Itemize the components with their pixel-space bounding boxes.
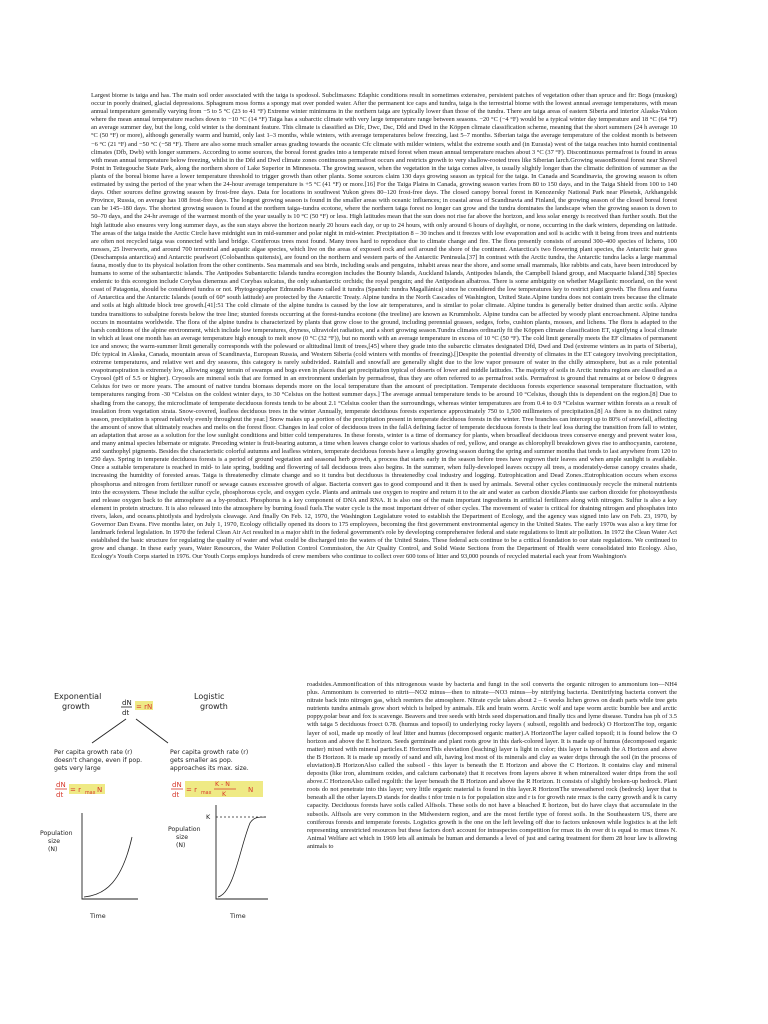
arrow-right	[136, 719, 168, 743]
right-note-line-3: approaches its max. size.	[170, 765, 249, 772]
carrying-capacity-label: K	[206, 813, 211, 821]
right-eq-frac-numerator: K - N	[215, 781, 230, 788]
right-eq-rhs: = r	[186, 786, 197, 794]
left-title-line-1: Exponential	[54, 692, 102, 701]
right-ylabel-line-2: size	[176, 834, 188, 841]
left-ylabel-line-3: (N)	[48, 846, 58, 853]
right-eq-frac-denominator: K	[222, 791, 227, 798]
arrow-left	[92, 719, 126, 743]
right-eq-denominator: dt	[172, 791, 180, 799]
right-note-line-2: gets smaller as pop.	[170, 757, 233, 764]
top-eq-rhs: = rN	[136, 703, 153, 711]
right-eq-subscript: max	[201, 791, 212, 796]
right-title-line-1: Logistic	[194, 692, 225, 701]
logistic-curve	[218, 817, 266, 897]
left-xlabel: Time	[90, 912, 106, 920]
right-eq-n: N	[248, 786, 254, 794]
growth-diagram-svg	[40, 687, 302, 927]
left-note-line-3: gets very large	[54, 765, 101, 772]
body-text-top: Largest biome is taiga and has. The main soil order associated with the taiga is spodosol. Subclimaxes: Edaphic conditions result in sometimes extensive, persistent patches of vegetation other than spruce and fir: Bogs (muskeg) occur in poorly drained, glacial depressions. Sphagnum moss forms a spongy mat over ponded water. After the permanent ice caps and tundra, taiga is the terrestrial biome with the lowest annual average temperatures, with mean annual temperature generally varying from −5 to 5 °C (23 to 41 °F) Extreme winter minimums in the northern taiga are typically lower than those of the tundra. There are taiga areas of eastern Siberia and interior Alaska-Yukon where the mean annual temperature reaches down to −10 °C (14 °F) Taiga has a subarctic climate with very large temperature range between seasons. −20 °C (−4 °F) would be a typical winter day temperature and 18 °C (64 °F) an average summer day, but the long, cold winter is the dominant feature. This climate is classified as Dfc, Dwc, Dsc, Dfd and Dwd in the Köppen climate classification scheme, meaning that the short summers (24 h average 10 °C (50 °F) or more), although generally warm and humid, only last 1–3 months, while winters, with average temperatures below freezing, last 5–7 months. Siberian taiga the average temperature of the coldest month is between −6 °C (21 °F) and −50 °C (−58 °F). There are also some much smaller areas grading towards the oceanic Cfc climate with milder winters, whilst the extreme south and (in Eurasia) west of the taiga reaches into humid continental climates (Dfb, Dwb) with longer summers. According to some sources, the boreal forest grades into a temperate mixed forest when mean annual temperature reaches about 3 °C (37 °F). Discontinuous permafrost is found in areas with mean annual temperature below freezing, whilst in the Dfd and Dwd climate zones continuous permafrost occurs and restricts growth to very shallow-rooted trees like Siberian larch.Growing seasonBoreal forest near Shovel Point in Tettegouche State Park, along the northern shore of Lake Superior in Minnesota. The growing season, when the vegetation in the taiga comes alive, is usually slightly longer than the climatic definition of summer as the plants of the boreal biome have a lower temperature threshold to trigger growth than other plants. Some sources claim 130 days growing season as typical for the taiga. In Canada and Scandinavia, the growing season is often estimated by using the period of the year when the 24-hour average temperature is +5 °C (41 °F) or more.[16] For the Taiga Plains in Canada, growing season varies from 80 to 150 days, and in the Taiga Shield from 100 to 140 days. Other sources define growing season by frost-free days. Data for locations in southwest Yukon gives 80–120 frost-free days. The closed canopy boreal forest in Kenozersky National Park near Plesetsk, Arkhangelsk Province, Russia, on average has 108 frost-free days. The longest growing season is found in the smaller areas with oceanic influences; in coastal areas of Scandinavia and Finland, the growing season of the closed boreal forest can be 145–180 days. The shortest growing season is found at the northern taiga–tundra ecotone, where the northern taiga forest no longer can grow and the tundra dominates the landscape when the growing season is down to 50–70 days, and the 24-hr average of the warmest month of the year usually is 10 °C (50 °F) or less. High latitudes mean that the sun does not rise far above the horizon, and less solar energy is received than further south. But the high latitude also ensures very long summer days, as the sun stays above the horizon nearly 20 hours each day, or up to 24 hours, with only around 6 hours of daylight, or none, occurring in the dark winters, depending on latitude. The areas of the taiga inside the Arctic Circle have midnight sun in mid-summer and polar night in mid-winter. Precipitation 8 – 30 inches and it freezes with low evaporation and soil is acidic with it being from trees and nutrients are often not recycled taiga was connected with land bridge. Coniferous trees most found. Many trees hard to reproduce due to climate change and fire. The flora presently consists of around 300–400 species of lichens, 100 mosses, 25 liverworts, and around 700 terrestrial and aquatic algae species, which live on the areas of exposed rock and soil around the shore of the continent. Antarctica's two flowering plant species, the Antarctic hair grass (Deschampsia antarctica) and Antarctic pearlwort (Colobanthus quitensis), are found on the northern and western parts of the Antarctic Peninsula.[37] In contrast with the Arctic tundra, the Antarctic tundra lacks a large mammal fauna, mostly due to its physical isolation from the other continents. Sea mammals and sea birds, including seals and penguins, inhabit areas near the shore, and some small mammals, like rabbits and cats, have been introduced by humans to some of the subantarctic islands. The Antipodes Subantarctic Islands tundra ecoregion includes the Bounty Islands, Auckland Islands, Antipodes Islands, the Campbell Island group, and Macquarie Island.[38] Species endemic to this ecoregion include Corybas dienemus and Corybas sulcatus, the only subantarctic orchids; the royal penguin; and the Antipodean albatross. There is some ambiguity on whether Magellanic moorland, on the west coast of Patagonia, should be considered tundra or not. Phytogeographer Edmundo Pisano called it tundra (Spanish: tundra Magallánica) since he considered the low temperatures key to restrict plant growth. The flora and fauna of Antarctica and the Antarctic Islands (south of 60° south latitude) are protected by the Antarctic Treaty. Alpine tundra in the North Cascades of Washington, United State.Alpine tundra does not contain trees because the climate and soils at high altitude block tree growth.[41]:51 The cold climate of the alpine tundra is caused by the low air temperatures, and is similar to polar climate. Alpine tundra is generally better drained than arctic soils. Alpine tundra transitions to subalpine forests below the tree line; stunted forests occurring at the forest-tundra ecotone (the treeline) are known as Krummholz. Alpine tundra can be affected by woody plant encroachment. Alpine tundra occurs in mountains worldwide. The flora of the alpine tundra is characterized by plants that grow close to the ground, including perennial grasses, sedges, forbs, cushion plants, mosses, and lichens. The flora is adapted to the harsh conditions of the alpine environment, which include low temperatures, dryness, ultraviolet radiation, and a short growing season.Tundra climates ordinarily fit the Köppen climate classification ET, signifying a local climate in which at least one month has an average temperature high enough to melt snow (0 °C (32 °F)), but no month with an average temperature in excess of 10 °C (50 °F). The cold limit generally meets the EF climates of permanent ice and snows; the warm-summer limit generally corresponds with the poleward or altitudinal limit of trees,[45] where they grade into the subarctic climates designated Dfd, Dwd and Dsd (extreme winters as in parts of Siberia), Dfc typical in Alaska, Canada, mountain areas of Scandinavia, European Russia, and Western Siberia (cold winters with months of freezing).[]Despite the potential diversity of climates in the ET category involving precipitation, extreme temperatures, and relative wet and dry seasons, this category is rarely subdivided. Rainfall and snowfall are generally slight due to the low vapor pressure of water in the chilly atmosphere, but as a rule potential evapotranspiration is extremely low, allowing soggy terrain of swamps and bogs even in places that get precipitation typical of deserts of lower and middle latitudes. The majority of soils in Arctic tundra regions are classified as a Cryosol (pH of 5.5 or higher). Cryosols are mineral soils that are formed in an environment underlain by permafrost, thus they are often referred to as permafrost soils. Permafrost is ground that remains at or below 0 degrees Celsius for two or more years. The amount of native tundra biomass depends more on the local temperature than the amount of precipitation. Temperate deciduous forests experience seasonal temperature fluctuation, with temperatures ranging from -30 °Celsius on the coldest winter days, to 30 °Celsius on the hottest summer days.] The average annual temperature tends to be around 10 °Celsius, though this is dependent on the region.[8] Due to shading from the canopy, the microclimate of temperate deciduous forests tends to be about 2.1 °Celsius cooler than the surroundings, whereas winter temperatures are from 0.4 to 0.9 °Celsius warmer within forests as a result of insulation from vegetation strata. Snow-covered, leafless deciduous trees in the winter Annually, temperate deciduous forests experience approximately 750 to 1,500 millimeters of precipitation.[8] As there is no distinct rainy season, precipitation is spread relatively evenly throughout the year.] Snow makes up a portion of the precipitation present in temperate deciduous forests in the winter. Tree branches can intercept up to 80% of snowfall, affecting the amount of snow that ultimately reaches and melts on the forest floor. Changes in leaf color of deciduous trees in the fallA defining factor of temperate deciduous forests is their leaf loss during the transition from fall to winter, an adaptation that arose as a solution for the low sunlight conditions and bitter cold temperatures. In these forests, winter is a time of dormancy for plants, when broadleaf deciduous trees conserve energy and prevent water loss, and many animal species hibernate or migrate. Preceding winter is fruit-bearing autumn, a time when leaves change color to various shades of red, yellow, and orange as chlorophyll breakdown gives rise to anthocyanin, carotene, and xanthophyl pigments. Besides the characteristic colorful autumns and leafless winters, temperate deciduous forests have a lengthy growing season during the spring and summer months that tends to last anywhere from 120 to 250 days. Spring in temperate deciduous forests is a period of ground vegetation and seasonal herb growth, a process that starts early in the season before trees have regrown their leaves and when ample sunlight is available. Once a suitable temperature is reached in mid- to late spring, budding and flowering of tall deciduous trees also begins. In the summer, when fully-developed leaves occupy all trees, a moderately-dense canopy creates shade, increasing the humidity of forested areas. Taiga is threatenedby climate change and so it tundra but deciduous is threatenedby coal industry and logging. Eutrophication and Dead Zones.:Eutrophication occurs when excess phosphorus and nitrogen from fertilizer runoff or sewage causes excessive growth of algae. Bacteria convert gas to good compound and it then is used by animals. Several other cycles continuously recycle the mineral nutrients into the ecosystem. These include the sulfur cycle, phosphorous cycle, and oxygen cycle. Plants and animals use oxygen to respire and return it to the air and water as carbon dioxide.Plants use carbon dioxide for photosynthesis and release oxygen back to the atmosphere as a by-product. Phosphorus is a key component of DNA and RNA. It is also one of the main important ingredients in artificial fertilizers along with nitrogen. Sulfur is also a key element in protein structure. It is also released into the atmosphere by burning fossil fuels.The water cycle is the most important driver of other cycles. The movement of water is critical for draining nitrogen and phosphates into rivers, lakes, and oceans.phtotlysis and hydrolysis cleavage. And finally On Feb. 12, 1970, the Washington Legislature voted to establish the Department of Ecology, and the agency was signed into law on Feb. 23, 1970, by Governor Dan Evans. Five months later, on July 1, 1970, Ecology officially opened its doors to 175 employees, becoming the first government environmental agency in the United States. The early 1970s was also a key time for landmark federal legislation. In 1970 the federal Clean Air Act resulted in a major shift in the federal government's role by developing comprehensive federal and state regulations to limit air pollution. In 1972 the Clean Water Act established the basic structure for regulating the quality of water and what could be discharged into the waters of the United States. These federal acts continue to be a critical foundation to our state regulations. We continued to grow and change. In these early years, Water Resources, the Water Pollution Control Commission, the Air Quality Control, and Solid Waste Sections from the Department of Health were consolidated into Ecology. Also, Ecology's Youth Corps started in 1976. Our Youth Corps employs hundreds of crew members who continue to collect over 600 tons of litter and 93,000 pounds of recycled material each year from Washington's	[91, 92, 677, 561]
left-eq-rhs: = r	[70, 786, 81, 794]
left-eq-numerator: dN	[56, 781, 66, 789]
left-ylabel-line-1: Population	[40, 830, 73, 837]
top-eq-numerator: dN	[122, 699, 132, 707]
left-eq-n: N	[97, 786, 103, 794]
body-text-right: roadsides.Ammonification of this nitrogenous waste by bacteria and fungi in the soil converts the organic nitrogen to ammonium ion—NH4 plus. Ammonium is converted to nitrit—NO2 minus—then to nitrate—NO3 minus—by nitrifying bacteria. Denitrifying bacteria convert the nitrate back into nitrogen gas, which reenters the atmosphere. Nitrate cycle takes about 2 – 6 weeks lichen grows on death parts while tree gets nutrients tundra animals grow short which is helped by animals. Elk and brain worm. Arctic wolf and tape worm arctic bumble bee and arctic poppy.polar bear and fox is scavenge. Beavers and tree seeds with birds seed dispersation.and finally tics and lyme disease. Tundra has ph of 3.5 with taiga 5 deciduous froect 0.78. (humus and topsoil) to underlying rocky layers ( subsoil, regolith and bedrock) O HorizonThe top, organic layer of soil, made up mostly of leaf litter and humus (decomposed organic matter).A HorizonThe layer called topsoil; it is found below the O horizon and above the E horizon. Seeds germinate and plant roots grow in this dark-colored layer. It is made up of humus (decomposed organic matter) mixed with mineral particles.E HorizonThis eluviation (leaching) layer is light in color; this layer is beneath the A Horizon and above the B Horizon. It is made up mostly of sand and silt, having lost most of its minerals and clay as water drips through the soil (in the process of eluviation).B HorizonAlso called the subsoil - this layer is beneath the E Horizon and above the C Horizon. It contains clay and mineral deposits (like iron, aluminum oxides, and calcium carbonate) that it receives from layers above it when mineralized water drips from the soil above.C HorizonAlso called regolith: the layer beneath the B Horizon and above the R Horizon. It consists of slightly broken-up bedrock. Plant roots do not penetrate into this layer; very little organic material is found in this layer.R HorizonThe unweathered rock (bedrock) layer that is beneath all the other layers.D stands for deaths t nfor tmie n is for population size and r is for growth rate rmax is the carry growth and k is carry capacity. Deciduous forests have soils called Alfisols. These soils do not have a bleached E horizon, but do have clays that accumulate in the subsoils. Alfisols are very common in the Midwestern region, and are the most fertile type of forest soils. In the Southeastern US, there are coniferous forests and temperate forests. Logistics growth is the one on the left leveling off due to factors unknown while logistics is at the left representing unrestricted resources but these factors don't account for intraspecies competition for rmax its dn over dt is equal to rmax times N. Animal Welfare act which in 1969 lets all animals be human and demands a level of just and caring treatment for them 28 hour law is allowing animals to	[307, 681, 677, 850]
right-note-line-1: Per capita growth rate (r)	[170, 749, 249, 756]
right-title-line-2: growth	[200, 702, 228, 711]
left-eq-denominator: dt	[56, 791, 64, 799]
left-graph-axes	[82, 813, 138, 899]
left-ylabel-line-2: size	[48, 838, 60, 845]
top-eq-denominator: dt	[122, 709, 130, 717]
population-growth-diagram	[40, 687, 302, 927]
left-title-line-2: growth	[62, 702, 90, 711]
right-eq-numerator: dN	[172, 781, 182, 789]
right-ylabel-line-1: Population	[168, 826, 201, 833]
exponential-curve	[84, 837, 132, 897]
left-eq-subscript: max	[85, 791, 96, 796]
left-note-line-1: Per capita growth rate (r)	[54, 749, 133, 756]
right-ylabel-line-3: (N)	[176, 842, 186, 849]
right-xlabel: Time	[230, 912, 246, 920]
right-graph-axes	[216, 805, 268, 899]
left-note-line-2: doesn't change, even if pop.	[54, 757, 143, 764]
